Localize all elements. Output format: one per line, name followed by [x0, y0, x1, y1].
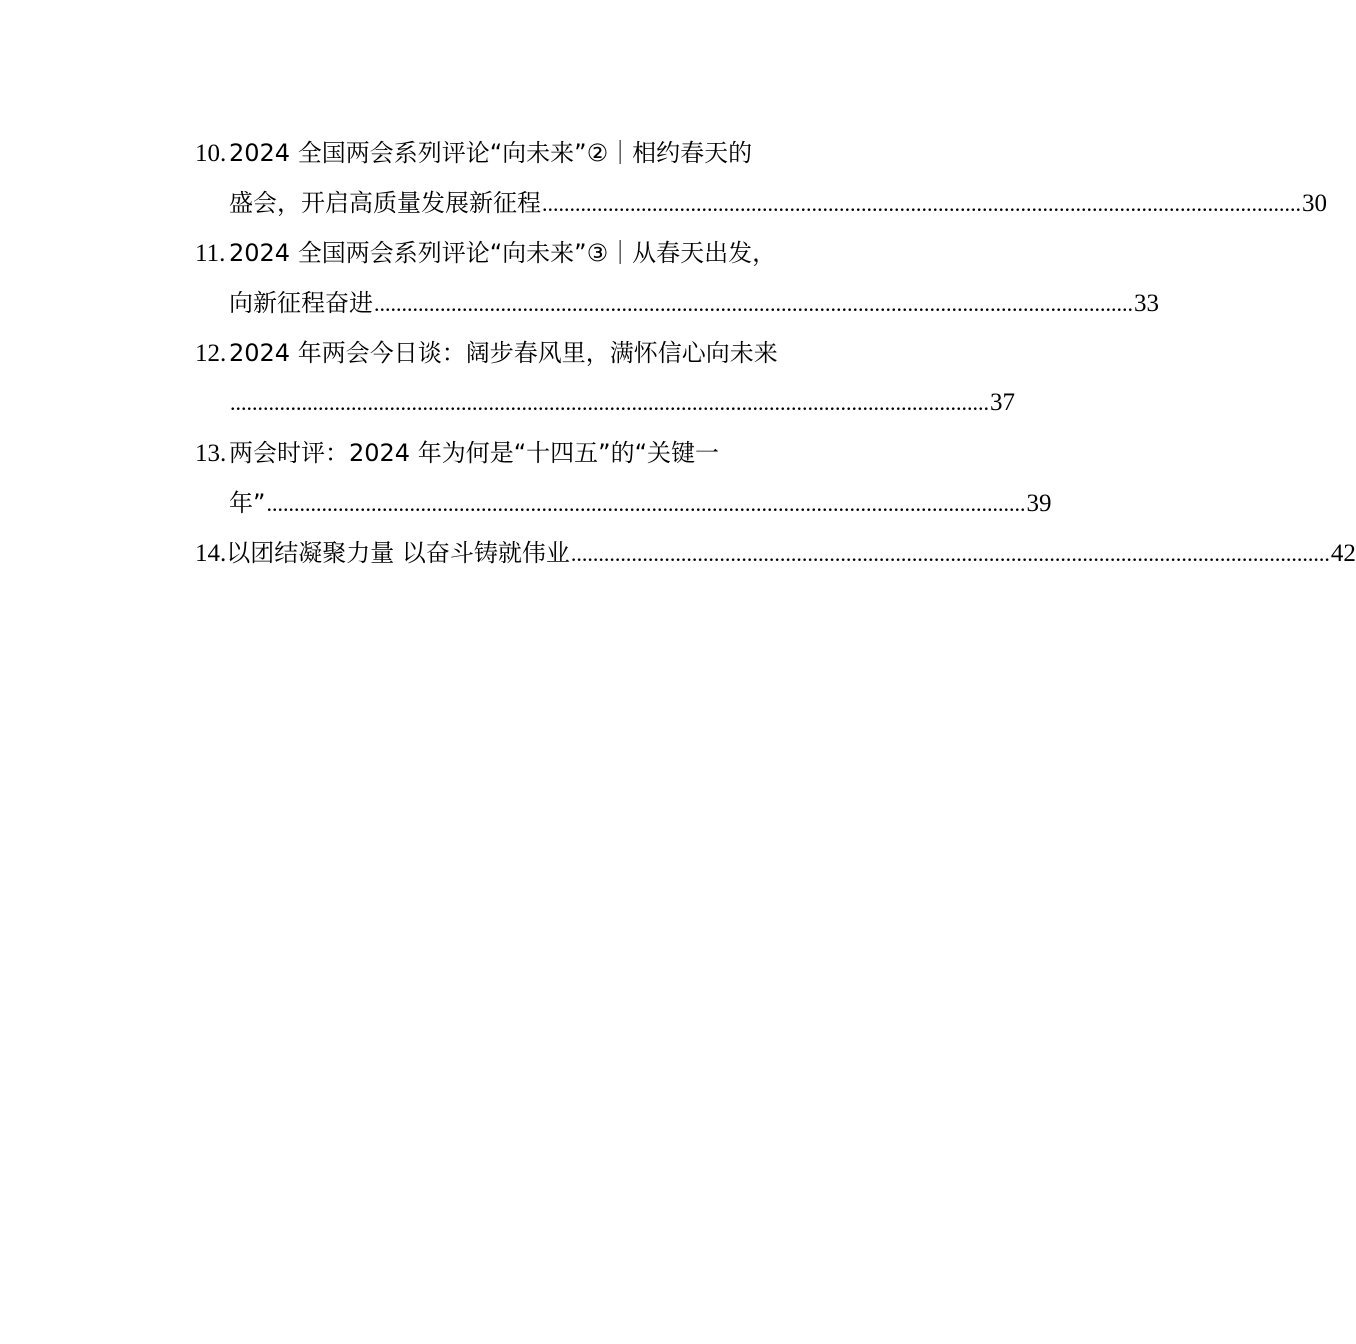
dot-leader: ..........................................................................................................................................	[266, 491, 1026, 516]
table-of-contents	[195, 128, 1356, 578]
toc-entry-12[interactable]	[195, 328, 1015, 428]
toc-entry-13[interactable]	[195, 428, 1052, 528]
toc-entry-14[interactable]	[195, 528, 1356, 578]
toc-entry-number: 12.	[195, 340, 227, 367]
toc-entry-title-line1: 2024 全国两会系列评论“向未来”③｜从春天出发，	[229, 239, 777, 267]
toc-page-number: 37	[990, 389, 1015, 416]
toc-entry-title-line1: 两会时评：2024 年为何是“十四五”的“关键一	[229, 439, 720, 467]
toc-page-number: 33	[1134, 290, 1159, 317]
toc-page-number: 30	[1302, 190, 1327, 217]
dot-leader: ..........................................................................................................................................	[230, 390, 989, 415]
toc-entry-11[interactable]	[195, 228, 1159, 328]
toc-page-number: 42	[1330, 540, 1356, 567]
toc-entry-title-line1: 2024 年两会今日谈：阔步春风里，满怀信心向未来	[229, 339, 778, 367]
toc-page-number: 39	[1026, 490, 1052, 517]
toc-entry-title-line2: 向新征程奋进	[229, 289, 373, 317]
toc-entry-number: 14.	[195, 540, 227, 567]
dot-leader: ..........................................................................................................................................	[542, 191, 1301, 216]
toc-entry-number: 10.	[195, 140, 227, 167]
dot-leader: ..........................................................................................................................................	[374, 291, 1133, 316]
toc-entry-number: 11.	[195, 240, 226, 267]
toc-entry-title-line2: 年”	[229, 489, 266, 517]
toc-entry-title-line1: 以团结凝聚力量 以奋斗铸就伟业	[226, 539, 570, 567]
toc-entry-title-line2: 盛会，开启高质量发展新征程	[229, 189, 541, 217]
toc-entry-title-line1: 2024 全国两会系列评论“向未来”②｜相约春天的	[229, 139, 753, 167]
toc-entry-number: 13.	[195, 440, 227, 467]
toc-entry-10[interactable]	[195, 128, 1327, 228]
dot-leader: ..........................................................................................................................................	[570, 541, 1330, 566]
